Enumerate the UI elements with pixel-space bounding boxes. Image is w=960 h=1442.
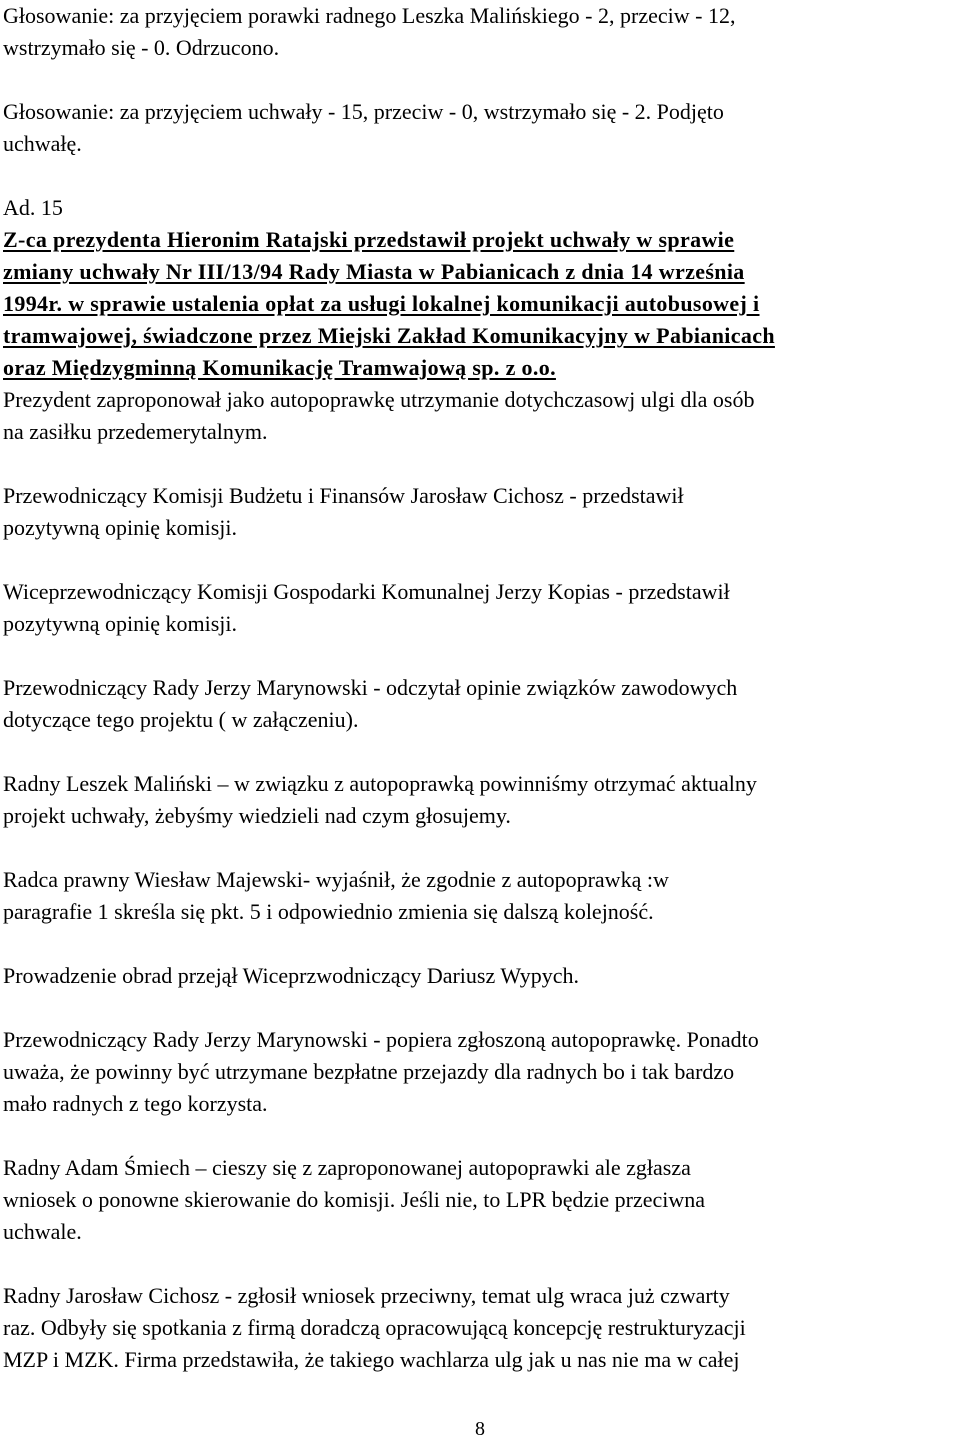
paragraph-councillor-cichosz: [3, 1280, 955, 1376]
paragraph-councillor-malinski: [3, 768, 955, 832]
text-line: uważa, że powinny być utrzymane bezpłatne przejazdy dla radnych bo i tak bardzo: [3, 1059, 735, 1084]
text-line: Przewodniczący Rady Jerzy Marynowski - odczytał opinie związków zawodowych: [3, 675, 738, 700]
document-page: [3, 0, 955, 1376]
agenda-heading-line: [3, 256, 955, 288]
agenda-heading-line: [3, 224, 955, 256]
agenda-heading-text: oraz Międzygminną Komunikację Tramwajową sp. z o.o.: [3, 355, 556, 380]
paragraph-municipal-committee-vice-chair: [3, 576, 955, 640]
agenda-item-number: Ad. 15: [3, 195, 63, 220]
text-line: na zasiłku przedemerytalnym.: [3, 419, 268, 444]
paragraph-session-handover: [3, 960, 955, 992]
text-line: paragrafie 1 skreśla się pkt. 5 i odpowiednio zmienia się dalszą kolejność.: [3, 899, 654, 924]
text-line: Głosowanie: za przyjęciem uchwały - 15, przeciw - 0, wstrzymało się - 2. Podjęto: [3, 99, 724, 124]
paragraph-councillor-smiech: [3, 1152, 955, 1248]
text-line: Przewodniczący Komisji Budżetu i Finansów Jarosław Cichosz - przedstawił: [3, 483, 684, 508]
text-line: projekt uchwały, żebyśmy wiedzieli nad czym głosujemy.: [3, 803, 511, 828]
text-line: pozytywną opinię komisji.: [3, 611, 238, 636]
text-line: pozytywną opinię komisji.: [3, 515, 238, 540]
paragraph-legal-advisor: [3, 864, 955, 928]
text-line: Wiceprzewodniczący Komisji Gospodarki Komunalnej Jerzy Kopias - przedstawił: [3, 579, 730, 604]
agenda-heading-text: zmiany uchwały Nr III/13/94 Rady Miasta w Pabianicach z dnia 14 września: [3, 259, 745, 284]
text-line: Radca prawny Wiesław Majewski- wyjaśnił, że zgodnie z autopoprawką :w: [3, 867, 669, 892]
text-line: Radny Jarosław Cichosz - zgłosił wniosek przeciwny, temat ulg wraca już czwarty: [3, 1283, 730, 1308]
text-line: Radny Leszek Maliński – w związku z autopoprawką powinniśmy otrzymać aktualny: [3, 771, 757, 796]
text-line: dotyczące tego projektu ( w załączeniu).: [3, 707, 359, 732]
text-line: wniosek o ponowne skierowanie do komisji. Jeśli nie, to LPR będzie przeciwna: [3, 1187, 706, 1212]
paragraph-vote-amendment: [3, 0, 955, 64]
text-line: raz. Odbyły się spotkania z firmą doradczą opracowującą koncepcję restrukturyzacji: [3, 1315, 746, 1340]
text-line: Radny Adam Śmiech – cieszy się z zaproponowanej autopoprawki ale zgłasza: [3, 1155, 691, 1180]
text-line: Głosowanie: za przyjęciem porawki radnego Leszka Malińskiego - 2, przeciw - 12,: [3, 3, 736, 28]
paragraph-agenda-item-15: [3, 192, 955, 448]
paragraph-council-chair-unions: [3, 672, 955, 736]
paragraph-budget-committee-chair: [3, 480, 955, 544]
text-line: mało radnych z tego korzysta.: [3, 1091, 268, 1116]
agenda-heading-text: Z-ca prezydenta Hieronim Ratajski przedstawił projekt uchwały w sprawie: [3, 227, 735, 252]
agenda-heading-line: [3, 320, 955, 352]
text-line: Przewodniczący Rady Jerzy Marynowski - popiera zgłoszoną autopoprawkę. Ponadto: [3, 1027, 759, 1052]
text-line: uchwałę.: [3, 131, 82, 156]
text-line: uchwale.: [3, 1219, 82, 1244]
text-line: MZP i MZK. Firma przedstawiła, że takiego wachlarza ulg jak u nas nie ma w całej: [3, 1347, 740, 1372]
text-line: Prowadzenie obrad przejął Wiceprzwodniczący Dariusz Wypych.: [3, 963, 580, 988]
agenda-heading-text: tramwajowej, świadczone przez Miejski Zakład Komunikacyjny w Pabianicach: [3, 323, 775, 348]
agenda-heading-line: [3, 288, 955, 320]
text-line: wstrzymało się - 0. Odrzucono.: [3, 35, 280, 60]
agenda-heading-text: 1994r. w sprawie ustalenia opłat za usługi lokalnej komunikacji autobusowej i: [3, 291, 760, 316]
text-line: Prezydent zaproponował jako autopoprawkę utrzymanie dotychczasowj ulgi dla osób: [3, 387, 755, 412]
paragraph-council-chair-support: [3, 1024, 955, 1120]
paragraph-vote-resolution: [3, 96, 955, 160]
agenda-heading-line: [3, 352, 955, 384]
page-number: 8: [475, 1418, 485, 1440]
